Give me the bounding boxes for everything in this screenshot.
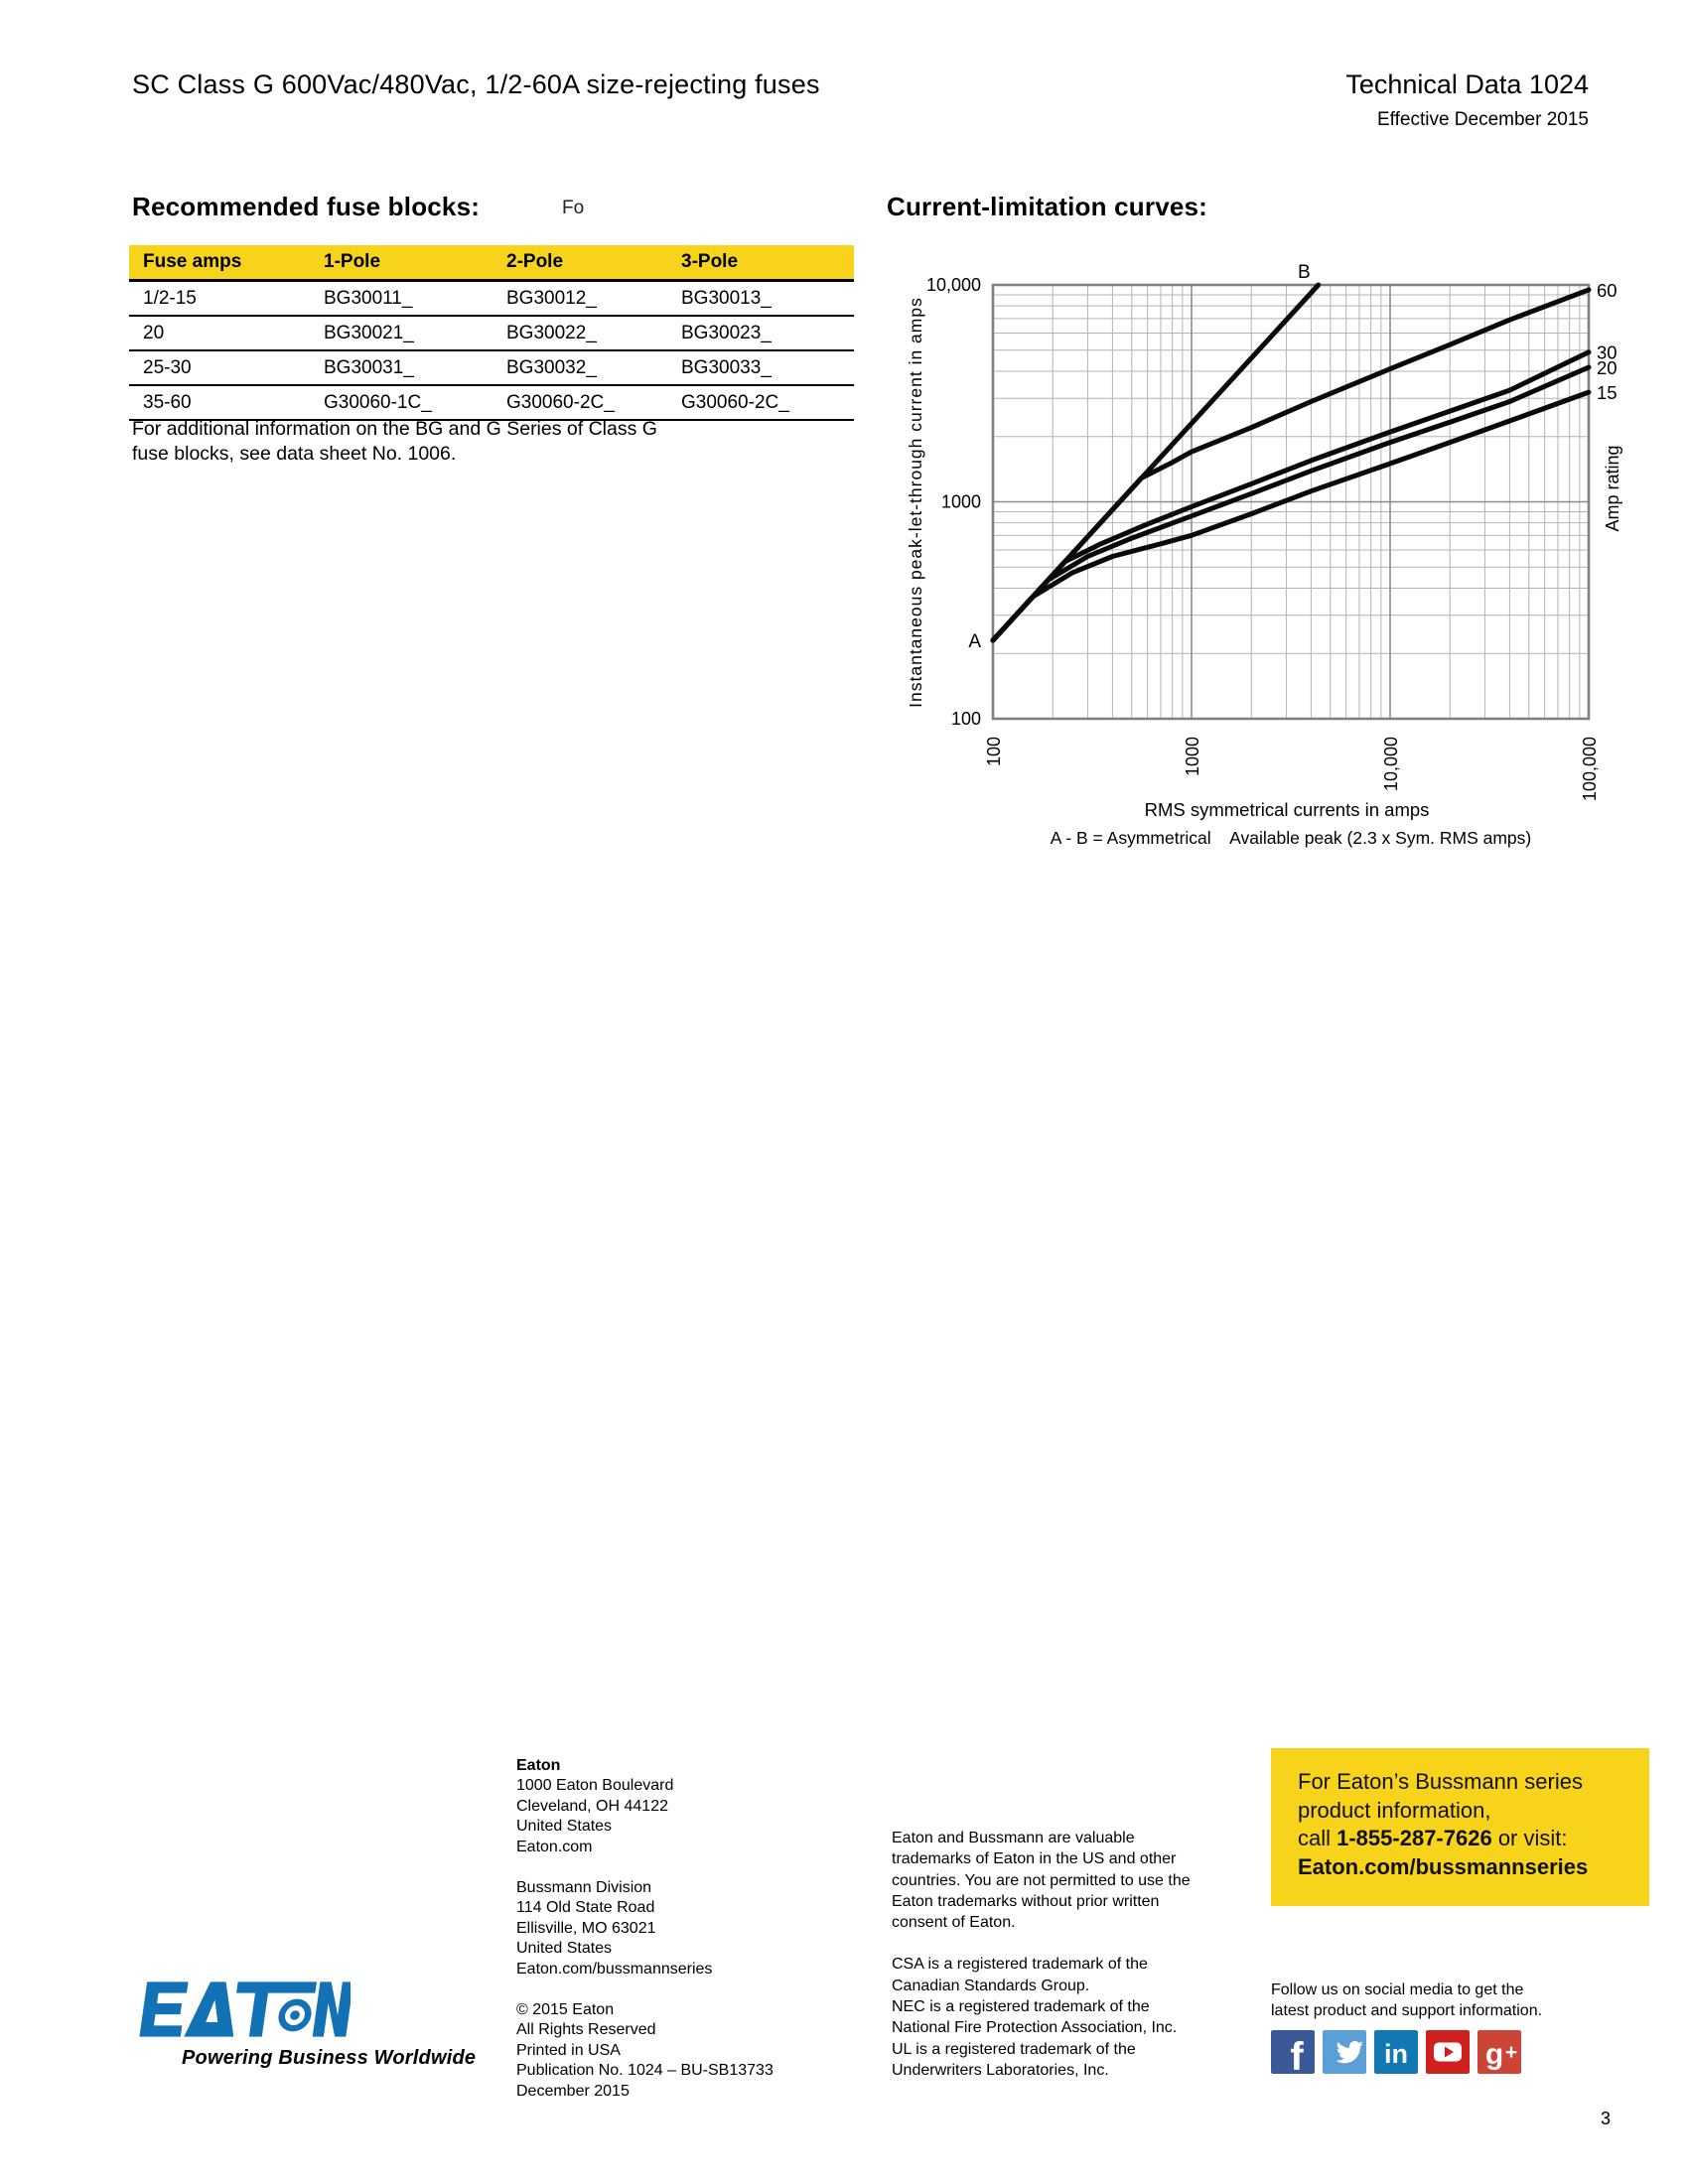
address-line: 114 Old State Road xyxy=(516,1899,655,1917)
promo-line-3: call 1-855-287-7626 or visit: xyxy=(1298,1826,1568,1850)
promo-line-2: product information, xyxy=(1298,1797,1491,1823)
trademark-line: trademarks of Eaton in the US and other xyxy=(892,1850,1177,1868)
trademark-line: consent of Eaton. xyxy=(892,1914,1016,1932)
trademark-block xyxy=(892,1828,1249,2102)
social-icons-row xyxy=(1271,2030,1521,2074)
doc-number-title: Technical Data 1024 xyxy=(1345,69,1589,99)
svg-text:f: f xyxy=(1290,2035,1304,2074)
address-block xyxy=(516,1756,774,2122)
googleplus-icon[interactable] xyxy=(1477,2030,1521,2074)
x-axis-label: RMS symmetrical currents in amps xyxy=(1144,799,1430,820)
table-cell: BG30032_ xyxy=(492,350,667,385)
trademark-line: Eaton and Bussmann are valuable xyxy=(892,1830,1135,1846)
page-number: 3 xyxy=(1601,2109,1612,2128)
address-line: Ellisville, MO 63021 xyxy=(516,1919,656,1937)
point-label-B: B xyxy=(1297,262,1311,283)
trademark-line: Eaton trademarks without prior written xyxy=(892,1892,1160,1910)
table-row xyxy=(129,350,854,385)
trademark-line: National Fire Protection Association, Inc. xyxy=(892,2019,1178,2037)
linkedin-icon[interactable] xyxy=(1374,2030,1418,2074)
col-header-1-pole: 1-Pole xyxy=(310,245,492,281)
y-tick-label: 1000 xyxy=(940,491,981,512)
address-line: © 2015 Eaton xyxy=(516,2001,615,2019)
address-line: December 2015 xyxy=(516,2082,630,2100)
point-label-A: A xyxy=(968,630,981,652)
table-cell: G30060-2C_ xyxy=(667,385,854,420)
address-line: Bussmann Division xyxy=(516,1879,652,1897)
tick-labels xyxy=(926,275,1600,801)
address-line: Publication No. 1024 – BU-SB13733 xyxy=(516,2062,774,2080)
twitter-icon[interactable] xyxy=(1323,2030,1366,2074)
address-line: 1000 Eaton Boulevard xyxy=(516,1777,674,1795)
page-title: SC Class G 600Vac/480Vac, 1/2-60A size-rejecting fuses xyxy=(132,69,820,99)
chart-footnote: A - B = Asymmetrical Available peak (2.3 x Sym. RMS amps) xyxy=(1050,828,1532,848)
x-tick-label: 100,000 xyxy=(1580,737,1600,802)
svg-text:+: + xyxy=(1504,2041,1518,2064)
table-cell: BG30023_ xyxy=(667,316,854,350)
trademark-line: UL is a registered trademark of the xyxy=(892,2040,1136,2058)
fuse-table xyxy=(129,245,854,421)
stray-text: Fo xyxy=(562,198,585,218)
trademark-line: Underwriters Laboratories, Inc. xyxy=(892,2061,1109,2079)
table-cell: G30060-1C_ xyxy=(310,385,492,420)
address-line: Printed in USA xyxy=(516,2041,621,2059)
table-cell: 25-30 xyxy=(129,350,310,385)
curves xyxy=(993,285,1589,640)
right-axis-label: Amp rating xyxy=(1603,445,1622,532)
phone-number[interactable]: 1-855-287-7626 xyxy=(1336,1826,1492,1850)
table-cell: BG30033_ xyxy=(667,350,854,385)
curve-15 xyxy=(993,392,1589,640)
trademark-paragraph xyxy=(892,1828,1249,1933)
table-cell: BG30011_ xyxy=(310,281,492,317)
y-tick-label: 10,000 xyxy=(925,275,981,295)
table-row xyxy=(129,316,854,350)
amp-rating-label-15: 15 xyxy=(1597,382,1618,404)
table-row xyxy=(129,385,854,420)
facebook-icon[interactable] xyxy=(1271,2030,1315,2074)
amp-rating-label-20: 20 xyxy=(1597,357,1618,379)
table-cell: BG30031_ xyxy=(310,350,492,385)
promo-link[interactable]: Eaton.com/bussmannseries xyxy=(1298,1853,1589,1879)
table-cell: BG30022_ xyxy=(492,316,667,350)
trademark-line: Canadian Standards Group. xyxy=(892,1977,1090,1994)
table-cell: G30060-2C_ xyxy=(492,385,667,420)
youtube-icon[interactable] xyxy=(1426,2030,1470,2074)
x-tick-label: 100 xyxy=(984,737,1004,767)
address-line[interactable]: Eaton.com/bussmannseries xyxy=(516,1960,713,1978)
logo-tagline: Powering Business Worldwide xyxy=(182,2047,477,2069)
table-cell: BG30012_ xyxy=(492,281,667,317)
address-line: Cleveland, OH 44122 xyxy=(516,1797,668,1815)
y-tick-label: 100 xyxy=(950,709,981,729)
x-tick-label: 10,000 xyxy=(1381,737,1401,792)
address-line[interactable]: Eaton.com xyxy=(516,1838,593,1855)
table-cell: BG30013_ xyxy=(667,281,854,317)
chart-title: Current-limitation curves: xyxy=(887,192,1208,221)
table-cell: 1/2-15 xyxy=(129,281,310,317)
fuse-blocks-title: Recommended fuse blocks: xyxy=(132,192,481,221)
col-header-fuse-amps: Fuse amps xyxy=(129,245,310,281)
current-limitation-chart xyxy=(874,231,1668,877)
address-line: United States xyxy=(516,1818,613,1836)
fuse-table-note xyxy=(132,417,867,467)
table-header-row xyxy=(129,245,854,281)
address-line: United States xyxy=(516,1940,613,1958)
table-cell: 20 xyxy=(129,316,310,350)
trademark-paragraph xyxy=(892,1954,1249,2081)
trademark-line: CSA is a registered trademark of the xyxy=(892,1956,1148,1974)
promo-box xyxy=(1271,1748,1649,1906)
trademark-line: countries. You are not permitted to use the xyxy=(892,1871,1191,1889)
y-axis-label: Instantaneous peak-let-through current in amps xyxy=(906,297,925,708)
x-tick-label: 1000 xyxy=(1183,737,1202,777)
table-row xyxy=(129,281,854,317)
amp-rating-label-60: 60 xyxy=(1597,279,1618,301)
eaton-logo xyxy=(132,1978,351,2041)
col-header-2-pole: 2-Pole xyxy=(492,245,667,281)
table-cell: BG30021_ xyxy=(310,316,492,350)
svg-text:in: in xyxy=(1384,2039,1408,2069)
svg-text:g: g xyxy=(1484,2038,1504,2071)
address-group xyxy=(516,2000,774,2102)
note-line: For additional information on the BG and G Series of Class G xyxy=(132,418,657,440)
col-header-3-pole: 3-Pole xyxy=(667,245,854,281)
amp-rating-label-30: 30 xyxy=(1597,341,1618,363)
address-group xyxy=(516,1878,774,1979)
table-cell: 35-60 xyxy=(129,385,310,420)
fuse-table-body xyxy=(129,281,854,421)
note-line: fuse blocks, see data sheet No. 1006. xyxy=(132,443,457,465)
curve-labels xyxy=(968,262,1617,652)
address-group xyxy=(516,1756,774,1857)
effective-date: Effective December 2015 xyxy=(1377,109,1589,130)
promo-line-1: For Eaton’s Bussmann series xyxy=(1298,1769,1583,1794)
address-line: All Rights Reserved xyxy=(516,2021,656,2039)
trademark-line: NEC is a registered trademark of the xyxy=(892,1998,1150,2016)
address-line: Eaton xyxy=(516,1757,561,1774)
social-follow-text: Follow us on social media to get the latest product and support information. xyxy=(1271,1981,1543,2019)
